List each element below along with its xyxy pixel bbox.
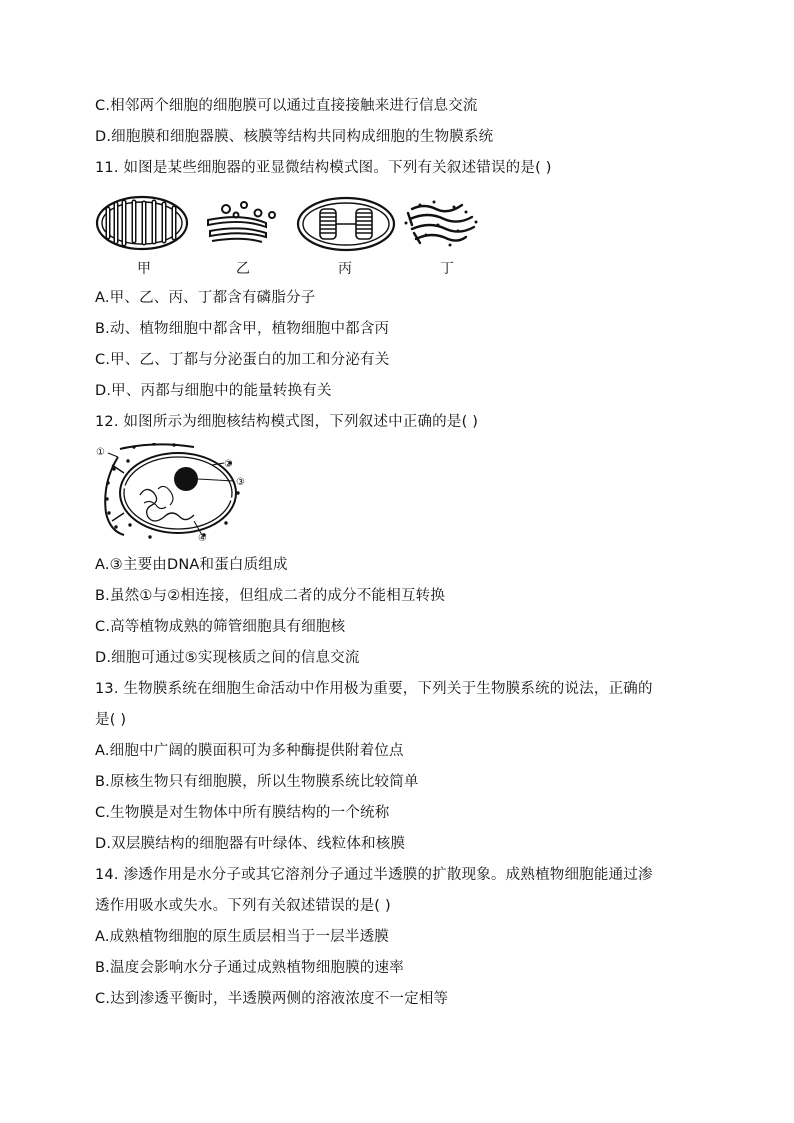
golgi-drawing bbox=[208, 202, 275, 242]
er-drawing bbox=[405, 201, 478, 247]
q11-option-d: D.甲、丙都与细胞中的能量转换有关 bbox=[95, 383, 332, 399]
q12-option-d: D.细胞可通过⑤实现核质之间的信息交流 bbox=[95, 650, 360, 666]
q11-stem: 11. 如图是某些细胞器的亚显微结构模式图。下列有关叙述错误的是( ) bbox=[95, 160, 552, 176]
q11-option-a: A.甲、乙、丙、丁都含有磷脂分子 bbox=[95, 290, 316, 306]
mitochondrion-drawing bbox=[97, 197, 187, 249]
q14-option-b: B.温度会影响水分子通过成熟植物细胞膜的速率 bbox=[95, 960, 404, 976]
chloroplast-drawing bbox=[298, 198, 394, 250]
label-ding: 丁 bbox=[440, 261, 454, 277]
q12-option-c: C.高等植物成熟的筛管细胞具有细胞核 bbox=[95, 619, 346, 635]
q13-option-c: C.生物膜是对生物体中所有膜结构的一个统称 bbox=[95, 805, 390, 821]
q13-stem-line1: 13. 生物膜系统在细胞生命活动中作用极为重要，下列关于生物膜系统的说法，正确的 bbox=[95, 681, 653, 697]
q14-stem-line1: 14. 渗透作用是水分子或其它溶剂分子通过半透膜的扩散现象。成熟植物细胞能通过渗 bbox=[95, 867, 653, 883]
nucleus-drawing bbox=[105, 443, 240, 539]
q12-option-a: A.③主要由DNA和蛋白质组成 bbox=[95, 557, 288, 573]
q13-option-a: A.细胞中广阔的膜面积可为多种酶提供附着位点 bbox=[95, 743, 404, 759]
q14-option-c: C.达到渗透平衡时，半透膜两侧的溶液浓度不一定相等 bbox=[95, 991, 449, 1007]
organelle-figure bbox=[94, 195, 484, 255]
q10-option-d: D.细胞膜和细胞器膜、核膜等结构共同构成细胞的生物膜系统 bbox=[95, 129, 494, 145]
label-bing: 丙 bbox=[338, 261, 352, 277]
marker-3: ③ bbox=[236, 477, 245, 488]
q13-option-d: D.双层膜结构的细胞器有叶绿体、线粒体和核膜 bbox=[95, 836, 406, 852]
marker-2: ② bbox=[224, 459, 233, 470]
marker-4: ④ bbox=[198, 533, 207, 543]
q14-option-a: A.成熟植物细胞的原生质层相当于一层半透膜 bbox=[95, 929, 389, 945]
q13-option-b: B.原核生物只有细胞膜，所以生物膜系统比较简单 bbox=[95, 774, 419, 790]
nucleus-figure bbox=[94, 443, 264, 543]
label-yi: 乙 bbox=[236, 261, 250, 277]
q11-option-b: B.动、植物细胞中都含甲，植物细胞中都含丙 bbox=[95, 321, 390, 337]
marker-1: ① bbox=[96, 447, 105, 458]
q13-stem-line2: 是( ) bbox=[95, 712, 127, 728]
q12-stem: 12. 如图所示为细胞核结构模式图，下列叙述中正确的是( ) bbox=[95, 414, 479, 430]
q11-option-c: C.甲、乙、丁都与分泌蛋白的加工和分泌有关 bbox=[95, 352, 390, 368]
label-jia: 甲 bbox=[137, 261, 151, 277]
q12-option-b: B.虽然①与②相连接，但组成二者的成分不能相互转换 bbox=[95, 588, 446, 604]
q10-option-c: C.相邻两个细胞的细胞膜可以通过直接接触来进行信息交流 bbox=[95, 98, 478, 114]
q14-stem-line2: 透作用吸水或失水。下列有关叙述错误的是( ) bbox=[95, 898, 391, 914]
